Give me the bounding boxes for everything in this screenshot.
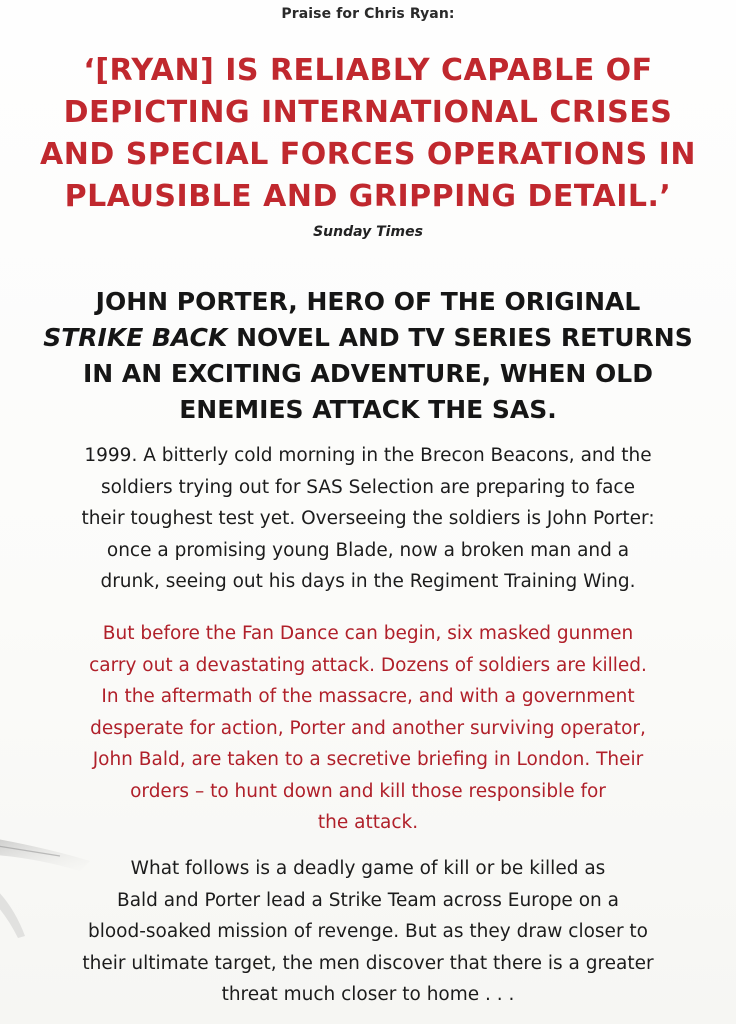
headline-line: JOHN PORTER, HERO OF THE ORIGINAL (95, 287, 641, 316)
paragraph-line: once a promising young Blade, now a broken man and a (106, 539, 630, 561)
quote-attribution: Sunday Times (313, 224, 423, 240)
review-quote (20, 50, 716, 218)
paragraph-line: But before the Fan Dance can begin, six masked gunmen (102, 623, 634, 644)
headline-line: ENEMIES ATTACK THE SAS. (179, 395, 557, 424)
synopsis-paragraph-2 (10, 618, 726, 839)
headline-title-italic: STRIKE BACK (43, 323, 228, 352)
paragraph-line: drunk, seeing out his days in the Regiment Training Wing. (100, 571, 636, 592)
paragraph-line: threat much closer to home . . . (221, 984, 515, 1005)
paragraph-line: desperate for action, Porter and another surviving operator, (90, 717, 646, 739)
quote-line: PLAUSIBLE AND GRIPPING DETAIL.’ (64, 179, 672, 214)
synopsis-paragraph-3 (10, 853, 726, 1011)
paragraph-line: their ultimate target, the men discover that there is a greater (82, 952, 654, 974)
paragraph-line: Bald and Porter lead a Strike Team across Europe on a (117, 889, 619, 911)
synopsis-paragraph-1 (10, 440, 726, 598)
paragraph-line: John Bald, are taken to a secretive briefing in London. Their (92, 749, 644, 770)
paragraph-line: soldiers trying out for SAS Selection are preparing to face (101, 476, 635, 498)
paragraph-line: orders – to hunt down and kill those responsible for (130, 780, 606, 802)
paragraph-line: What follows is a deadly game of kill or be killed as (130, 858, 606, 879)
quote-line: DEPICTING INTERNATIONAL CRISES (63, 95, 673, 130)
paragraph-line: 1999. A bitterly cold morning in the Brecon Beacons, and the (84, 445, 652, 466)
paragraph-line: In the aftermath of the massacre, and with a government (101, 686, 635, 707)
headline-line-rest: NOVEL AND TV SERIES RETURNS (227, 323, 693, 352)
paragraph-line: their toughest test yet. Overseeing the soldiers is John Porter: (81, 508, 655, 529)
headline (10, 284, 726, 428)
headline-line (10, 320, 726, 356)
quote-line: ‘[RYAN] IS RELIABLY CAPABLE OF (83, 53, 653, 88)
paragraph-line: the attack. (317, 812, 419, 833)
headline-line: IN AN EXCITING ADVENTURE, WHEN OLD (83, 359, 653, 388)
quote-line: AND SPECIAL FORCES OPERATIONS IN (40, 137, 696, 172)
paragraph-line: blood-soaked mission of revenge. But as they draw closer to (87, 921, 649, 942)
paragraph-line: carry out a devastating attack. Dozens of soldiers are killed. (89, 654, 647, 676)
praise-heading: Praise for Chris Ryan: (281, 6, 455, 22)
